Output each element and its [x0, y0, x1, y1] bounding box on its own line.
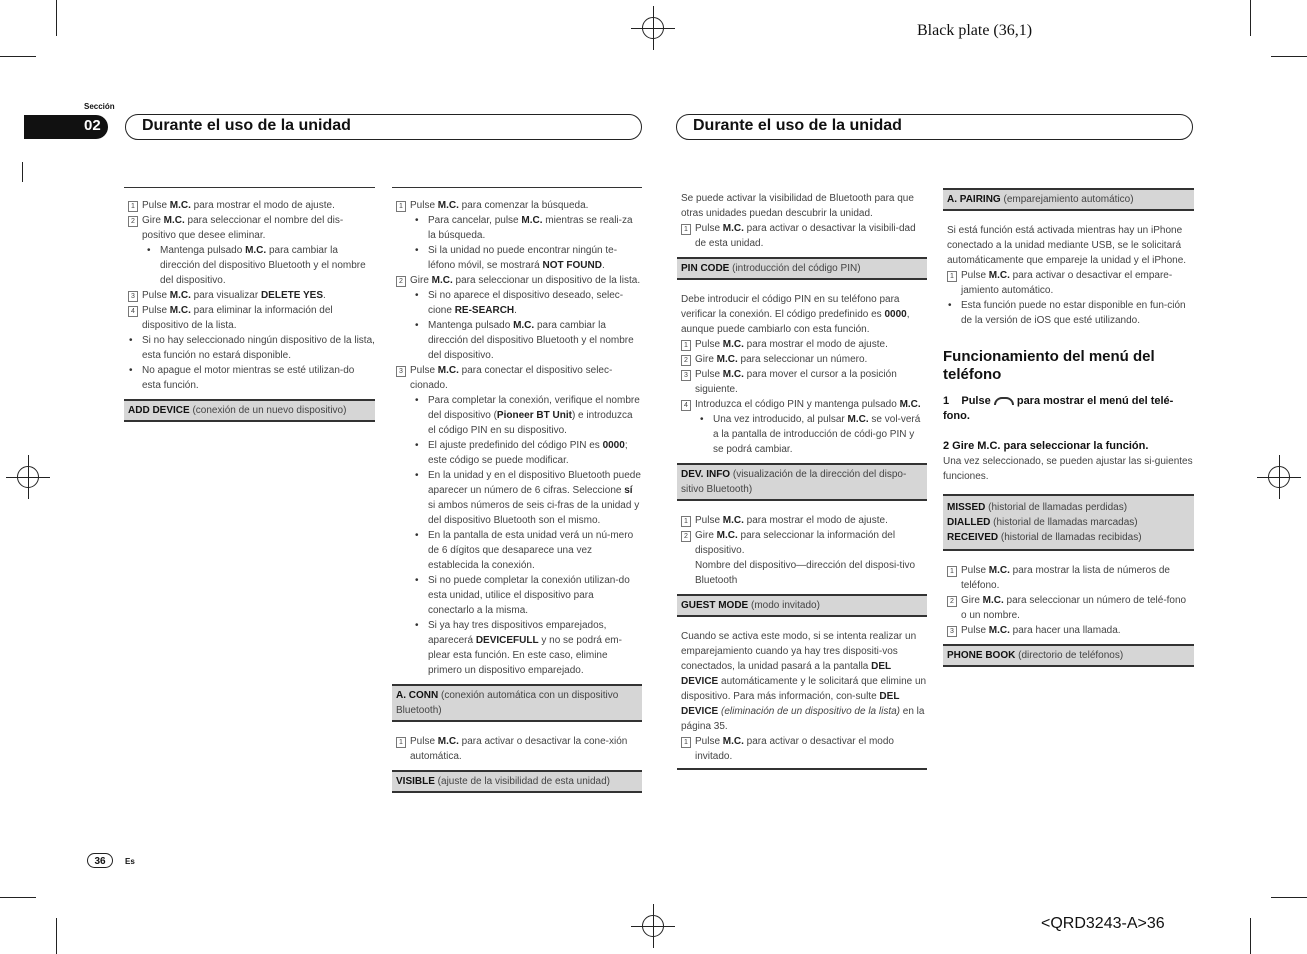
header-right: Durante el uso de la unidad: [676, 114, 1193, 140]
column-2: [392, 187, 642, 805]
paragraph: Nombre del dispositivo—dirección del disposi-tivo Bluetooth: [695, 560, 916, 586]
divider: [677, 768, 927, 770]
step-2: 2 Gire M.C. para seleccionar un número.: [677, 352, 927, 367]
function-bar: ADD DEVICE (conexión de un nuevo dispositivo): [124, 399, 375, 422]
registration-mark: [17, 466, 39, 488]
function-bar: PIN CODE (introducción del código PIN): [677, 257, 927, 280]
step-1: 1 Pulse M.C. para activar o desactivar la cone-xión automática.: [392, 734, 642, 764]
note: • En la unidad y en el dispositivo Bluetooth puede aparecer un número de 6 cifras. Seleccione sí si ambos números de seis ci-fras de la unidad y del dispositivo Bluetooth son el mismo.: [392, 468, 642, 528]
step-number-icon: 1: [947, 271, 957, 282]
crop-mark: [1250, 918, 1251, 954]
crop-mark: [1271, 56, 1307, 57]
instruction-step: 2 Gire M.C. para seleccionar la función.: [943, 440, 1149, 452]
step-number-icon: 1: [396, 737, 406, 748]
crop-mark: [1271, 897, 1307, 898]
step-number-icon: 2: [681, 531, 691, 542]
registration-mark: [642, 17, 664, 39]
step-number-icon: 4: [128, 306, 138, 317]
step-number-icon: 3: [396, 366, 406, 377]
section-heading: Funcionamiento del menú del teléfono: [943, 348, 1155, 383]
step-1: 1 Pulse M.C. para mostrar el modo de ajuste.: [124, 198, 375, 213]
note: • Si no hay seleccionado ningún dispositivo de la lista, esta función no estará disponible.: [124, 333, 375, 363]
step-number-icon: 2: [128, 216, 138, 227]
note: • Mantenga pulsado M.C. para cambiar la dirección del dispositivo Bluetooth y el nombre del dispositivo.: [392, 318, 642, 363]
function-bar: VISIBLE (ajuste de la visibilidad de esta unidad): [392, 770, 642, 793]
step-number-icon: 1: [681, 737, 691, 748]
crop-mark: [1250, 0, 1251, 36]
document-code: <QRD3243-A>36: [1041, 915, 1165, 932]
paragraph: Debe introducir el código PIN en su teléfono para verificar la conexión. El código predefinido es 0000, aunque puede cambiarlo con esta función.: [681, 294, 910, 335]
column-4: [943, 182, 1194, 679]
paragraph: Una vez seleccionado, se pueden ajustar las si-guientes funciones.: [943, 456, 1193, 482]
step-4: 4 Introduzca el código PIN y mantenga pulsado M.C.: [677, 397, 927, 412]
function-bar: GUEST MODE (modo invitado): [677, 594, 927, 617]
step-number-icon: 3: [681, 370, 691, 381]
registration-mark: [642, 915, 664, 937]
note: • Para cancelar, pulse M.C. mientras se reali-za la búsqueda.: [392, 213, 642, 243]
section-badge: 02: [24, 115, 108, 139]
note: • Esta función puede no estar disponible en fun-ción de la versión de iOS que esté utilizando.: [943, 298, 1194, 328]
crop-mark: [56, 0, 57, 36]
step-number-icon: 2: [681, 355, 691, 366]
function-bar: DEV. INFO (visualización de la dirección del dispo-sitivo Bluetooth): [677, 463, 927, 501]
step-number-icon: 1: [681, 224, 691, 235]
note: • Mantenga pulsado M.C. para cambiar la dirección del dispositivo Bluetooth y el nombre del dispositivo.: [124, 243, 375, 288]
section-label: Sección: [84, 102, 115, 111]
plate-label: Black plate (36,1): [917, 22, 1033, 39]
note: • El ajuste predefinido del código PIN es 0000; este código se puede modificar.: [392, 438, 642, 468]
crop-mark: [0, 56, 36, 57]
paragraph: Si está función está activada mientras hay un iPhone conectado a la unidad mediante USB, se le solicitará automáticamente que empareje la unidad y el iPhone.: [947, 225, 1187, 266]
instruction-step: 1 Pulse para mostrar el menú del telé-fono.: [943, 395, 1174, 422]
step-1: 1 Pulse M.C. para activar o desactivar la visibili-dad de esta unidad.: [677, 221, 927, 251]
note: • No apague el motor mientras se esté utilizan-do esta función.: [124, 363, 375, 393]
step-3: 3 Pulse M.C. para hacer una llamada.: [943, 623, 1194, 638]
function-bar: MISSED (historial de llamadas perdidas) DIALLED (historial de llamadas marcadas) RECEIVED (historial de llamadas recibidas): [943, 494, 1194, 551]
note: • Para completar la conexión, verifique el nombre del dispositivo (Pioneer BT Unit) e introduzca el código PIN en su dispositivo.: [392, 393, 642, 438]
step-number-icon: 1: [681, 516, 691, 527]
step-2: 2 Gire M.C. para seleccionar la información del dispositivo.: [677, 528, 927, 558]
step-number-icon: 3: [128, 291, 138, 302]
step-3: 3 Pulse M.C. para visualizar DELETE YES.: [124, 288, 375, 303]
step-number-icon: 1: [128, 201, 138, 212]
step-number-icon: 2: [947, 596, 957, 607]
step-number-icon: 1: [681, 340, 691, 351]
step-2: 2 Gire M.C. para seleccionar un número de telé-fono o un nombre.: [943, 593, 1194, 623]
language-label: Es: [125, 857, 135, 866]
step-4: 4 Pulse M.C. para eliminar la información del dispositivo de la lista.: [124, 303, 375, 333]
step-3: 3 Pulse M.C. para conectar el dispositivo selec-cionado.: [392, 363, 642, 393]
step-1: 1 Pulse M.C. para activar o desactivar el modo invitado.: [677, 734, 927, 764]
step-number-icon: 3: [947, 626, 957, 637]
step-3: 3 Pulse M.C. para mover el cursor a la posición siguiente.: [677, 367, 927, 397]
registration-mark: [1268, 466, 1290, 488]
step-number-icon: 2: [396, 276, 406, 287]
step-2: 2 Gire M.C. para seleccionar un dispositivo de la lista.: [392, 273, 642, 288]
function-bar: PHONE BOOK (directorio de teléfonos): [943, 644, 1194, 667]
column-1: [124, 187, 375, 434]
step-1: 1 Pulse M.C. para mostrar la lista de números de teléfono.: [943, 563, 1194, 593]
step-number-icon: 1: [396, 201, 406, 212]
crop-mark: [56, 918, 57, 954]
function-bar: A. CONN (conexión automática con un dispositivo Bluetooth): [392, 684, 642, 722]
paragraph: Cuando se activa este modo, si se intenta realizar un emparejamiento cuando ya hay tres dispositi-vos conectados, la unidad pasará a la pantalla DEL DEVICE automáticamente y le solicitará que elimine un dispositivo. Para más información, con-sulte DEL DEVICE (eliminación de un dispositivo de la lista) en la página 35.: [681, 631, 927, 732]
step-1: 1 Pulse M.C. para activar o desactivar el empare-jamiento automático.: [943, 268, 1194, 298]
note: • En la pantalla de esta unidad verá un nú-mero de 6 dígitos que desaparece una vez establecida la conexión.: [392, 528, 642, 573]
step-number-icon: 1: [947, 566, 957, 577]
crop-mark: [22, 162, 23, 182]
header-left: Durante el uso de la unidad: [125, 114, 642, 140]
column-3: [677, 191, 927, 770]
note: • Si no aparece el dispositivo deseado, selec-cione RE-SEARCH.: [392, 288, 642, 318]
paragraph: Se puede activar la visibilidad de Bluetooth para que otras unidades puedan descubrir la unidad.: [681, 193, 914, 219]
step-number-icon: 4: [681, 400, 691, 411]
page-number: 36: [87, 853, 113, 868]
note: • Si no puede completar la conexión utilizan-do esta unidad, utilice el dispositivo para conectarlo a la misma.: [392, 573, 642, 618]
step-2: 2 Gire M.C. para seleccionar el nombre del dis-positivo que desee eliminar.: [124, 213, 375, 243]
note: • Si ya hay tres dispositivos emparejados, aparecerá DEVICEFULL y no se podrá em-plear esta función. En este caso, elimine primero un dispositivo emparejado.: [392, 618, 642, 678]
note: • Una vez introducido, al pulsar M.C. se vol-verá a la pantalla de introducción de códi-go PIN y se podrá cambiar.: [677, 412, 927, 457]
step-1: 1 Pulse M.C. para comenzar la búsqueda.: [392, 198, 642, 213]
function-bar: A. PAIRING (emparejamiento automático): [943, 188, 1194, 211]
step-1: 1 Pulse M.C. para mostrar el modo de ajuste.: [677, 513, 927, 528]
step-1: 1 Pulse M.C. para mostrar el modo de ajuste.: [677, 337, 927, 352]
phone-icon: [994, 397, 1014, 405]
crop-mark: [0, 897, 36, 898]
note: • Si la unidad no puede encontrar ningún te-léfono móvil, se mostrará NOT FOUND.: [392, 243, 642, 273]
